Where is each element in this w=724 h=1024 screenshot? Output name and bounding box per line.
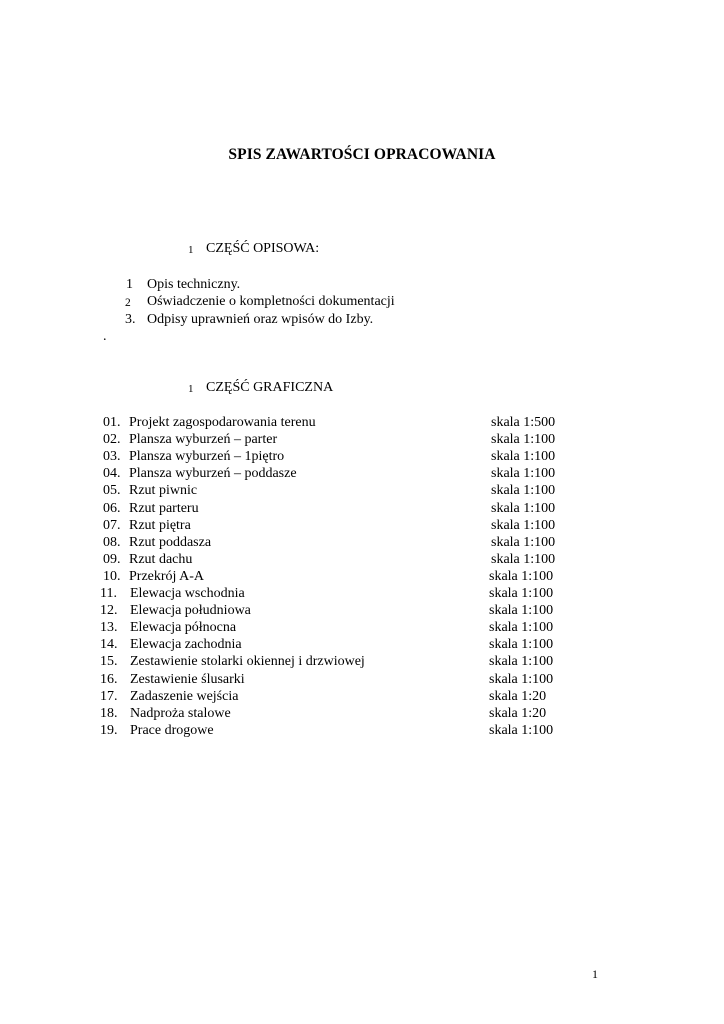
- page-number: 1: [592, 967, 598, 981]
- row-title: Zadaszenie wejścia: [130, 689, 239, 704]
- section-graficzna-number: 1: [188, 383, 194, 395]
- row-number: 01.: [103, 415, 121, 430]
- page-title: SPIS ZAWARTOŚCI OPRACOWANIA: [228, 146, 496, 163]
- row-title: Plansza wyburzeń – 1piętro: [129, 449, 285, 464]
- row-scale: skala 1:20: [489, 689, 547, 704]
- row-scale: skala 1:100: [491, 483, 556, 498]
- row-title: Plansza wyburzeń – poddasze: [129, 466, 297, 481]
- row-title: Zestawienie ślusarki: [130, 672, 245, 687]
- row-number: 19.: [100, 723, 118, 738]
- row-title: Nadproża stalowe: [130, 706, 231, 721]
- opis-item-text: Odpisy uprawnień oraz wpisów do Izby.: [147, 312, 374, 327]
- opis-item-number: 3.: [125, 312, 136, 327]
- row-title: Rzut piwnic: [129, 483, 198, 498]
- stray-dot: .: [103, 329, 107, 344]
- row-scale: skala 1:100: [491, 552, 556, 567]
- row-number: 09.: [103, 552, 121, 567]
- row-number: 13.: [100, 620, 118, 635]
- row-number: 04.: [103, 466, 121, 481]
- row-scale: skala 1:100: [491, 535, 556, 550]
- row-number: 16.: [100, 672, 118, 687]
- row-title: Elewacja zachodnia: [130, 637, 242, 652]
- row-number: 11.: [100, 586, 117, 601]
- row-number: 06.: [103, 501, 121, 516]
- row-number: 02.: [103, 432, 121, 447]
- section-opis-heading: CZĘŚĆ OPISOWA:: [206, 241, 320, 256]
- row-number: 17.: [100, 689, 118, 704]
- row-scale: skala 1:100: [489, 586, 554, 601]
- row-number: 10.: [103, 569, 121, 584]
- row-number: 18.: [100, 706, 118, 721]
- row-title: Rzut parteru: [129, 501, 199, 516]
- row-title: Elewacja północna: [130, 620, 237, 635]
- row-title: Elewacja wschodnia: [130, 586, 245, 601]
- row-title: Plansza wyburzeń – parter: [129, 432, 278, 447]
- row-scale: skala 1:20: [489, 706, 547, 721]
- row-scale: skala 1:100: [489, 723, 554, 738]
- row-number: 14.: [100, 637, 118, 652]
- row-scale: skala 1:100: [489, 569, 554, 584]
- row-number: 07.: [103, 518, 121, 533]
- row-title: Zestawienie stolarki okiennej i drzwiowej: [130, 654, 365, 669]
- opis-item-text: Oświadczenie o kompletności dokumentacji: [147, 294, 395, 309]
- row-scale: skala 1:100: [491, 449, 556, 464]
- section-opis-number: 1: [188, 244, 194, 256]
- opis-item-text: Opis techniczny.: [147, 277, 241, 292]
- row-scale: skala 1:100: [491, 432, 556, 447]
- row-title: Rzut poddasza: [129, 535, 212, 550]
- row-number: 05.: [103, 483, 121, 498]
- row-title: Przekrój A-A: [129, 569, 205, 584]
- opis-item-number: 2: [125, 297, 131, 309]
- row-title: Rzut dachu: [129, 552, 193, 567]
- row-title: Projekt zagospodarowania terenu: [129, 415, 316, 430]
- row-number: 12.: [100, 603, 118, 618]
- row-scale: skala 1:100: [489, 654, 554, 669]
- row-scale: skala 1:100: [489, 620, 554, 635]
- row-scale: skala 1:500: [491, 415, 556, 430]
- row-scale: skala 1:100: [491, 518, 556, 533]
- row-number: 08.: [103, 535, 121, 550]
- opis-item-number: 1: [126, 277, 133, 292]
- row-scale: skala 1:100: [489, 637, 554, 652]
- row-title: Rzut piętra: [129, 518, 191, 533]
- section-graficzna-heading: CZĘŚĆ GRAFICZNA: [206, 380, 334, 395]
- row-number: 03.: [103, 449, 121, 464]
- row-scale: skala 1:100: [489, 603, 554, 618]
- row-title: Prace drogowe: [130, 723, 214, 738]
- row-scale: skala 1:100: [491, 501, 556, 516]
- row-scale: skala 1:100: [489, 672, 554, 687]
- row-scale: skala 1:100: [491, 466, 556, 481]
- row-number: 15.: [100, 654, 118, 669]
- row-title: Elewacja południowa: [130, 603, 251, 618]
